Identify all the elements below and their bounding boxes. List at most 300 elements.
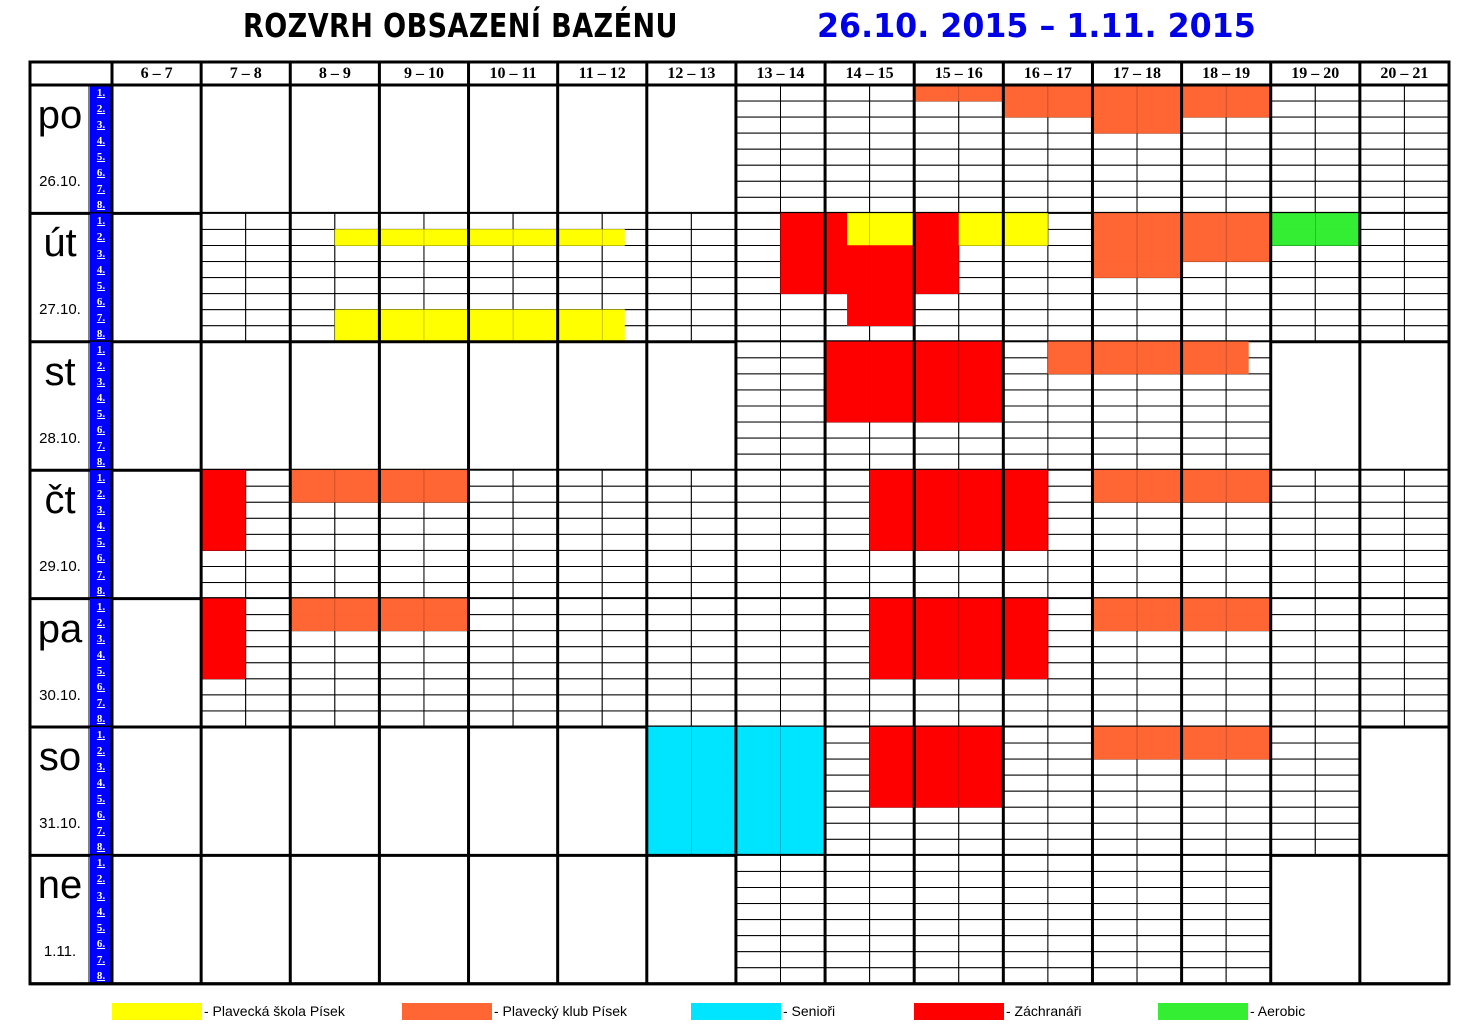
lane-slot <box>469 583 514 599</box>
lane-slot <box>1137 294 1182 310</box>
lane-slot <box>647 631 692 647</box>
lane-slot <box>335 663 380 679</box>
lane-slot <box>246 695 291 711</box>
lane-slot <box>335 518 380 534</box>
lane-slot <box>335 679 380 695</box>
lane-slot <box>647 502 692 518</box>
lane-slot <box>1137 871 1182 887</box>
lane-slot <box>1271 262 1316 278</box>
lane-slot <box>1182 807 1227 823</box>
lane-slot <box>1271 85 1316 101</box>
lane-number: 1. <box>96 600 106 613</box>
lane-number: 8. <box>96 841 106 854</box>
lane-slot <box>1404 695 1449 711</box>
lane-slot <box>1271 486 1316 502</box>
lane-slot <box>825 727 870 743</box>
lane-slot <box>558 486 603 502</box>
lane-slot <box>1182 952 1227 968</box>
lane-slot <box>1360 599 1405 615</box>
lane-slot <box>736 197 781 213</box>
lane-slot <box>1315 294 1360 310</box>
lane-slot <box>1092 888 1137 904</box>
lane-slot <box>602 262 647 278</box>
lane-slot <box>1137 278 1182 294</box>
booking-block <box>914 229 959 245</box>
lane-slot <box>736 534 781 550</box>
lane-slot <box>1226 422 1271 438</box>
hour-header: 17 – 18 <box>1113 65 1162 82</box>
lane-number: 2. <box>96 488 106 501</box>
lane-slot <box>1003 262 1048 278</box>
lane-slot <box>1137 390 1182 406</box>
lane-slot <box>736 390 781 406</box>
lane-number: 3. <box>96 375 106 388</box>
lane-slot <box>691 647 736 663</box>
lane-slot <box>870 422 915 438</box>
lane-slot <box>1404 229 1449 245</box>
day-date: 30.10. <box>39 686 81 704</box>
day-date: 28.10. <box>39 429 81 447</box>
lane-slot <box>959 246 1004 262</box>
lane-slot <box>1092 679 1137 695</box>
lane-slot <box>825 968 870 984</box>
lane-slot <box>1404 310 1449 326</box>
lane-slot <box>558 246 603 262</box>
lane-slot <box>1271 663 1316 679</box>
lane-slot <box>1182 663 1227 679</box>
legend-label: - Záchranáři <box>1006 1003 1082 1019</box>
lane-slot <box>914 936 959 952</box>
lane-slot <box>1226 888 1271 904</box>
lane-slot <box>1271 743 1316 759</box>
lane-slot <box>1271 294 1316 310</box>
lane-slot <box>691 470 736 486</box>
lane-slot <box>558 518 603 534</box>
lane-slot <box>1360 534 1405 550</box>
lane-slot <box>469 213 514 229</box>
day-name: st <box>44 349 76 394</box>
lane-slot <box>1048 711 1093 727</box>
lane-slot <box>825 904 870 920</box>
lane-slot <box>513 246 558 262</box>
lane-slot <box>1226 647 1271 663</box>
lane-slot <box>781 647 826 663</box>
lane-slot <box>1182 534 1227 550</box>
lane-slot <box>1092 920 1137 936</box>
lane-number: 5. <box>96 279 106 292</box>
lane-slot <box>1003 310 1048 326</box>
lane-slot <box>825 711 870 727</box>
lane-slot <box>870 711 915 727</box>
lane-slot <box>1315 695 1360 711</box>
lane-number: 2. <box>96 745 106 758</box>
lane-slot <box>1048 823 1093 839</box>
lane-slot <box>379 711 424 727</box>
lane-slot <box>1404 502 1449 518</box>
lane-slot <box>1271 775 1316 791</box>
lane-slot <box>870 550 915 566</box>
booking-block <box>201 615 246 631</box>
lane-slot <box>1048 663 1093 679</box>
lane-slot <box>469 294 514 310</box>
lane-slot <box>1404 213 1449 229</box>
day-date: 26.10. <box>39 173 81 190</box>
lane-slot <box>647 583 692 599</box>
lane-slot <box>1003 775 1048 791</box>
lane-slot <box>1092 839 1137 855</box>
lane-slot <box>1137 406 1182 422</box>
lane-slot <box>647 647 692 663</box>
lane-slot <box>870 888 915 904</box>
lane-slot <box>246 229 291 245</box>
lane-slot <box>1315 133 1360 149</box>
lane-slot <box>1404 133 1449 149</box>
lane-slot <box>1003 165 1048 181</box>
lane-slot <box>1315 583 1360 599</box>
lane-slot <box>914 871 959 887</box>
lane-slot <box>959 454 1004 470</box>
booking-block <box>781 213 826 229</box>
lane-slot <box>379 534 424 550</box>
lane-slot <box>1092 406 1137 422</box>
lane-slot <box>1226 855 1271 871</box>
lane-slot <box>201 278 246 294</box>
booking-block <box>870 759 1004 775</box>
lane-slot <box>781 197 826 213</box>
lane-number: 1. <box>96 729 106 741</box>
lane-slot <box>1048 807 1093 823</box>
lane-slot <box>1360 486 1405 502</box>
lane-slot <box>825 952 870 968</box>
lane-slot <box>1404 181 1449 197</box>
lane-slot <box>1360 133 1405 149</box>
lane-slot <box>201 583 246 599</box>
lane-slot <box>379 583 424 599</box>
lane-slot <box>1092 390 1137 406</box>
lane-slot <box>691 229 736 245</box>
lane-slot <box>1092 133 1137 149</box>
booking-block <box>825 213 847 229</box>
page-title: ROZVRH OBSAZENÍ BAZÉNU <box>243 6 678 45</box>
lane-slot <box>246 711 291 727</box>
lane-slot <box>602 518 647 534</box>
lane-slot <box>959 181 1004 197</box>
lane-slot <box>1182 406 1227 422</box>
lane-slot <box>602 647 647 663</box>
lane-slot <box>736 438 781 454</box>
lane-slot <box>335 246 380 262</box>
lane-slot <box>825 85 870 101</box>
lane-slot <box>246 679 291 695</box>
lane-slot <box>1360 310 1405 326</box>
lane-slot <box>335 631 380 647</box>
lane-slot <box>1137 936 1182 952</box>
booking-block <box>781 278 826 294</box>
lane-slot <box>290 663 335 679</box>
lane-slot <box>246 310 291 326</box>
lane-slot <box>1137 583 1182 599</box>
lane-slot <box>736 454 781 470</box>
lane-slot <box>1048 599 1093 615</box>
lane-slot <box>781 615 826 631</box>
lane-slot <box>469 695 514 711</box>
lane-slot <box>825 534 870 550</box>
lane-slot <box>558 695 603 711</box>
lane-slot <box>781 486 826 502</box>
lane-slot <box>781 968 826 984</box>
lane-slot <box>602 534 647 550</box>
lane-slot <box>1092 567 1137 583</box>
lane-slot <box>781 406 826 422</box>
lane-slot <box>1226 679 1271 695</box>
lane-slot <box>1271 534 1316 550</box>
lane-slot <box>870 855 915 871</box>
lane-slot <box>825 117 870 133</box>
lane-slot <box>1182 117 1227 133</box>
lane-slot <box>290 534 335 550</box>
lane-slot <box>1271 647 1316 663</box>
lane-slot <box>1092 695 1137 711</box>
lane-slot <box>424 262 469 278</box>
lane-slot <box>1404 117 1449 133</box>
lane-slot <box>424 534 469 550</box>
lane-slot <box>1315 550 1360 566</box>
lane-slot <box>1092 294 1137 310</box>
lane-slot <box>825 101 870 117</box>
lane-slot <box>691 631 736 647</box>
lane-slot <box>1137 647 1182 663</box>
lane-slot <box>1048 294 1093 310</box>
lane-slot <box>1404 615 1449 631</box>
lane-slot <box>1226 823 1271 839</box>
lane-slot <box>825 518 870 534</box>
lane-slot <box>335 213 380 229</box>
lane-slot <box>914 326 959 342</box>
lane-number: 1. <box>96 215 106 228</box>
lane-slot <box>870 101 915 117</box>
lane-slot <box>736 583 781 599</box>
lane-slot <box>647 663 692 679</box>
lane-slot <box>691 294 736 310</box>
lane-slot <box>914 807 959 823</box>
lane-slot <box>1315 727 1360 743</box>
lane-slot <box>1003 695 1048 711</box>
lane-slot <box>870 871 915 887</box>
lane-slot <box>1226 310 1271 326</box>
lane-slot <box>647 470 692 486</box>
lane-slot <box>1404 470 1449 486</box>
lane-slot <box>736 246 781 262</box>
lane-slot <box>1271 181 1316 197</box>
lane-slot <box>1404 518 1449 534</box>
legend-item <box>914 1002 1081 1020</box>
lane-slot <box>1003 374 1048 390</box>
lane-slot <box>1182 920 1227 936</box>
lane-slot <box>379 631 424 647</box>
lane-slot <box>781 695 826 711</box>
lane-slot <box>558 631 603 647</box>
lane-slot <box>914 438 959 454</box>
lane-slot <box>513 679 558 695</box>
lane-slot <box>914 855 959 871</box>
lane-slot <box>647 550 692 566</box>
lane-slot <box>201 695 246 711</box>
lane-slot <box>201 326 246 342</box>
lane-slot <box>1182 679 1227 695</box>
lane-slot <box>1226 567 1271 583</box>
lane-slot <box>647 326 692 342</box>
lane-slot <box>914 888 959 904</box>
lane-slot <box>1360 663 1405 679</box>
lane-slot <box>424 567 469 583</box>
lane-slot <box>781 358 826 374</box>
lane-slot <box>201 294 246 310</box>
lane-slot <box>469 663 514 679</box>
lane-slot <box>246 278 291 294</box>
lane-slot <box>1137 920 1182 936</box>
lane-slot <box>1271 759 1316 775</box>
lane-slot <box>736 133 781 149</box>
day-name: čt <box>44 478 76 523</box>
lane-slot <box>1226 390 1271 406</box>
lane-slot <box>959 422 1004 438</box>
lane-slot <box>1092 936 1137 952</box>
lane-slot <box>1182 936 1227 952</box>
day-name: ne <box>37 863 83 908</box>
lane-slot <box>1315 246 1360 262</box>
lane-slot <box>736 262 781 278</box>
lane-slot <box>870 583 915 599</box>
lane-slot <box>1271 310 1316 326</box>
lane-slot <box>602 502 647 518</box>
lane-slot <box>379 502 424 518</box>
lane-slot <box>781 374 826 390</box>
lane-slot <box>736 374 781 390</box>
lane-slot <box>1092 871 1137 887</box>
lane-slot <box>959 567 1004 583</box>
lane-slot <box>1360 246 1405 262</box>
lane-slot <box>335 711 380 727</box>
lane-slot <box>1404 679 1449 695</box>
lane-slot <box>736 470 781 486</box>
lane-slot <box>781 390 826 406</box>
lane-slot <box>1137 775 1182 791</box>
lane-slot <box>290 695 335 711</box>
lane-slot <box>781 181 826 197</box>
lane-slot <box>1137 663 1182 679</box>
lane-slot <box>1226 518 1271 534</box>
lane-slot <box>825 197 870 213</box>
lane-slot <box>424 679 469 695</box>
lane-slot <box>1226 181 1271 197</box>
lane-slot <box>246 567 291 583</box>
day-name: po <box>37 93 83 137</box>
lane-slot <box>781 679 826 695</box>
lane-slot <box>736 406 781 422</box>
lane-slot <box>558 470 603 486</box>
booking-block <box>781 229 826 245</box>
lane-slot <box>825 695 870 711</box>
lane-slot <box>246 246 291 262</box>
lane-slot <box>870 438 915 454</box>
lane-slot <box>647 599 692 615</box>
lane-slot <box>1226 695 1271 711</box>
lane-slot <box>469 470 514 486</box>
lane-slot <box>469 278 514 294</box>
lane-slot <box>513 294 558 310</box>
lane-slot <box>1092 711 1137 727</box>
lane-slot <box>870 85 915 101</box>
lane-slot <box>1003 550 1048 566</box>
lane-slot <box>1271 807 1316 823</box>
lane-slot <box>781 149 826 165</box>
lane-slot <box>1092 422 1137 438</box>
lane-slot <box>781 550 826 566</box>
lane-slot <box>1271 567 1316 583</box>
lane-slot <box>558 262 603 278</box>
lane-slot <box>825 888 870 904</box>
lane-slot <box>1404 647 1449 663</box>
lane-slot <box>335 534 380 550</box>
day-date: 31.10. <box>39 815 81 832</box>
lane-slot <box>1003 711 1048 727</box>
lane-slot <box>424 518 469 534</box>
lane-number: 3. <box>96 889 106 902</box>
hour-header: 11 – 12 <box>578 65 626 82</box>
legend-swatch <box>1158 1003 1248 1020</box>
lane-slot <box>736 904 781 920</box>
lane-slot <box>1315 567 1360 583</box>
lane-number: 2. <box>96 231 106 244</box>
lane-slot <box>1271 550 1316 566</box>
lane-slot <box>914 133 959 149</box>
lane-number: 4. <box>96 520 106 533</box>
lane-number: 1. <box>96 472 106 485</box>
lane-slot <box>1048 422 1093 438</box>
lane-slot <box>602 567 647 583</box>
booking-block <box>1048 342 1249 358</box>
lane-slot <box>1182 149 1227 165</box>
lane-slot <box>781 454 826 470</box>
lane-slot <box>959 101 1004 117</box>
lane-slot <box>870 807 915 823</box>
lane-slot <box>1092 823 1137 839</box>
lane-slot <box>1092 807 1137 823</box>
lane-slot <box>781 952 826 968</box>
lane-slot <box>1360 213 1405 229</box>
lane-number: 6. <box>96 809 106 822</box>
lane-slot <box>959 326 1004 342</box>
lane-slot <box>1226 807 1271 823</box>
lane-slot <box>736 342 781 358</box>
lane-slot <box>201 229 246 245</box>
lane-slot <box>1182 294 1227 310</box>
hour-header: 15 – 16 <box>934 65 983 82</box>
lane-slot <box>1003 791 1048 807</box>
lane-slot <box>781 133 826 149</box>
lane-slot <box>424 631 469 647</box>
lane-slot <box>870 149 915 165</box>
lane-slot <box>1137 968 1182 984</box>
lane-slot <box>513 711 558 727</box>
lane-number: 5. <box>96 664 106 677</box>
lane-slot <box>1271 246 1316 262</box>
lane-slot <box>1137 310 1182 326</box>
booking-block <box>847 294 914 310</box>
lane-slot <box>1315 759 1360 775</box>
lane-number: 7. <box>96 825 106 838</box>
lane-slot <box>1048 871 1093 887</box>
